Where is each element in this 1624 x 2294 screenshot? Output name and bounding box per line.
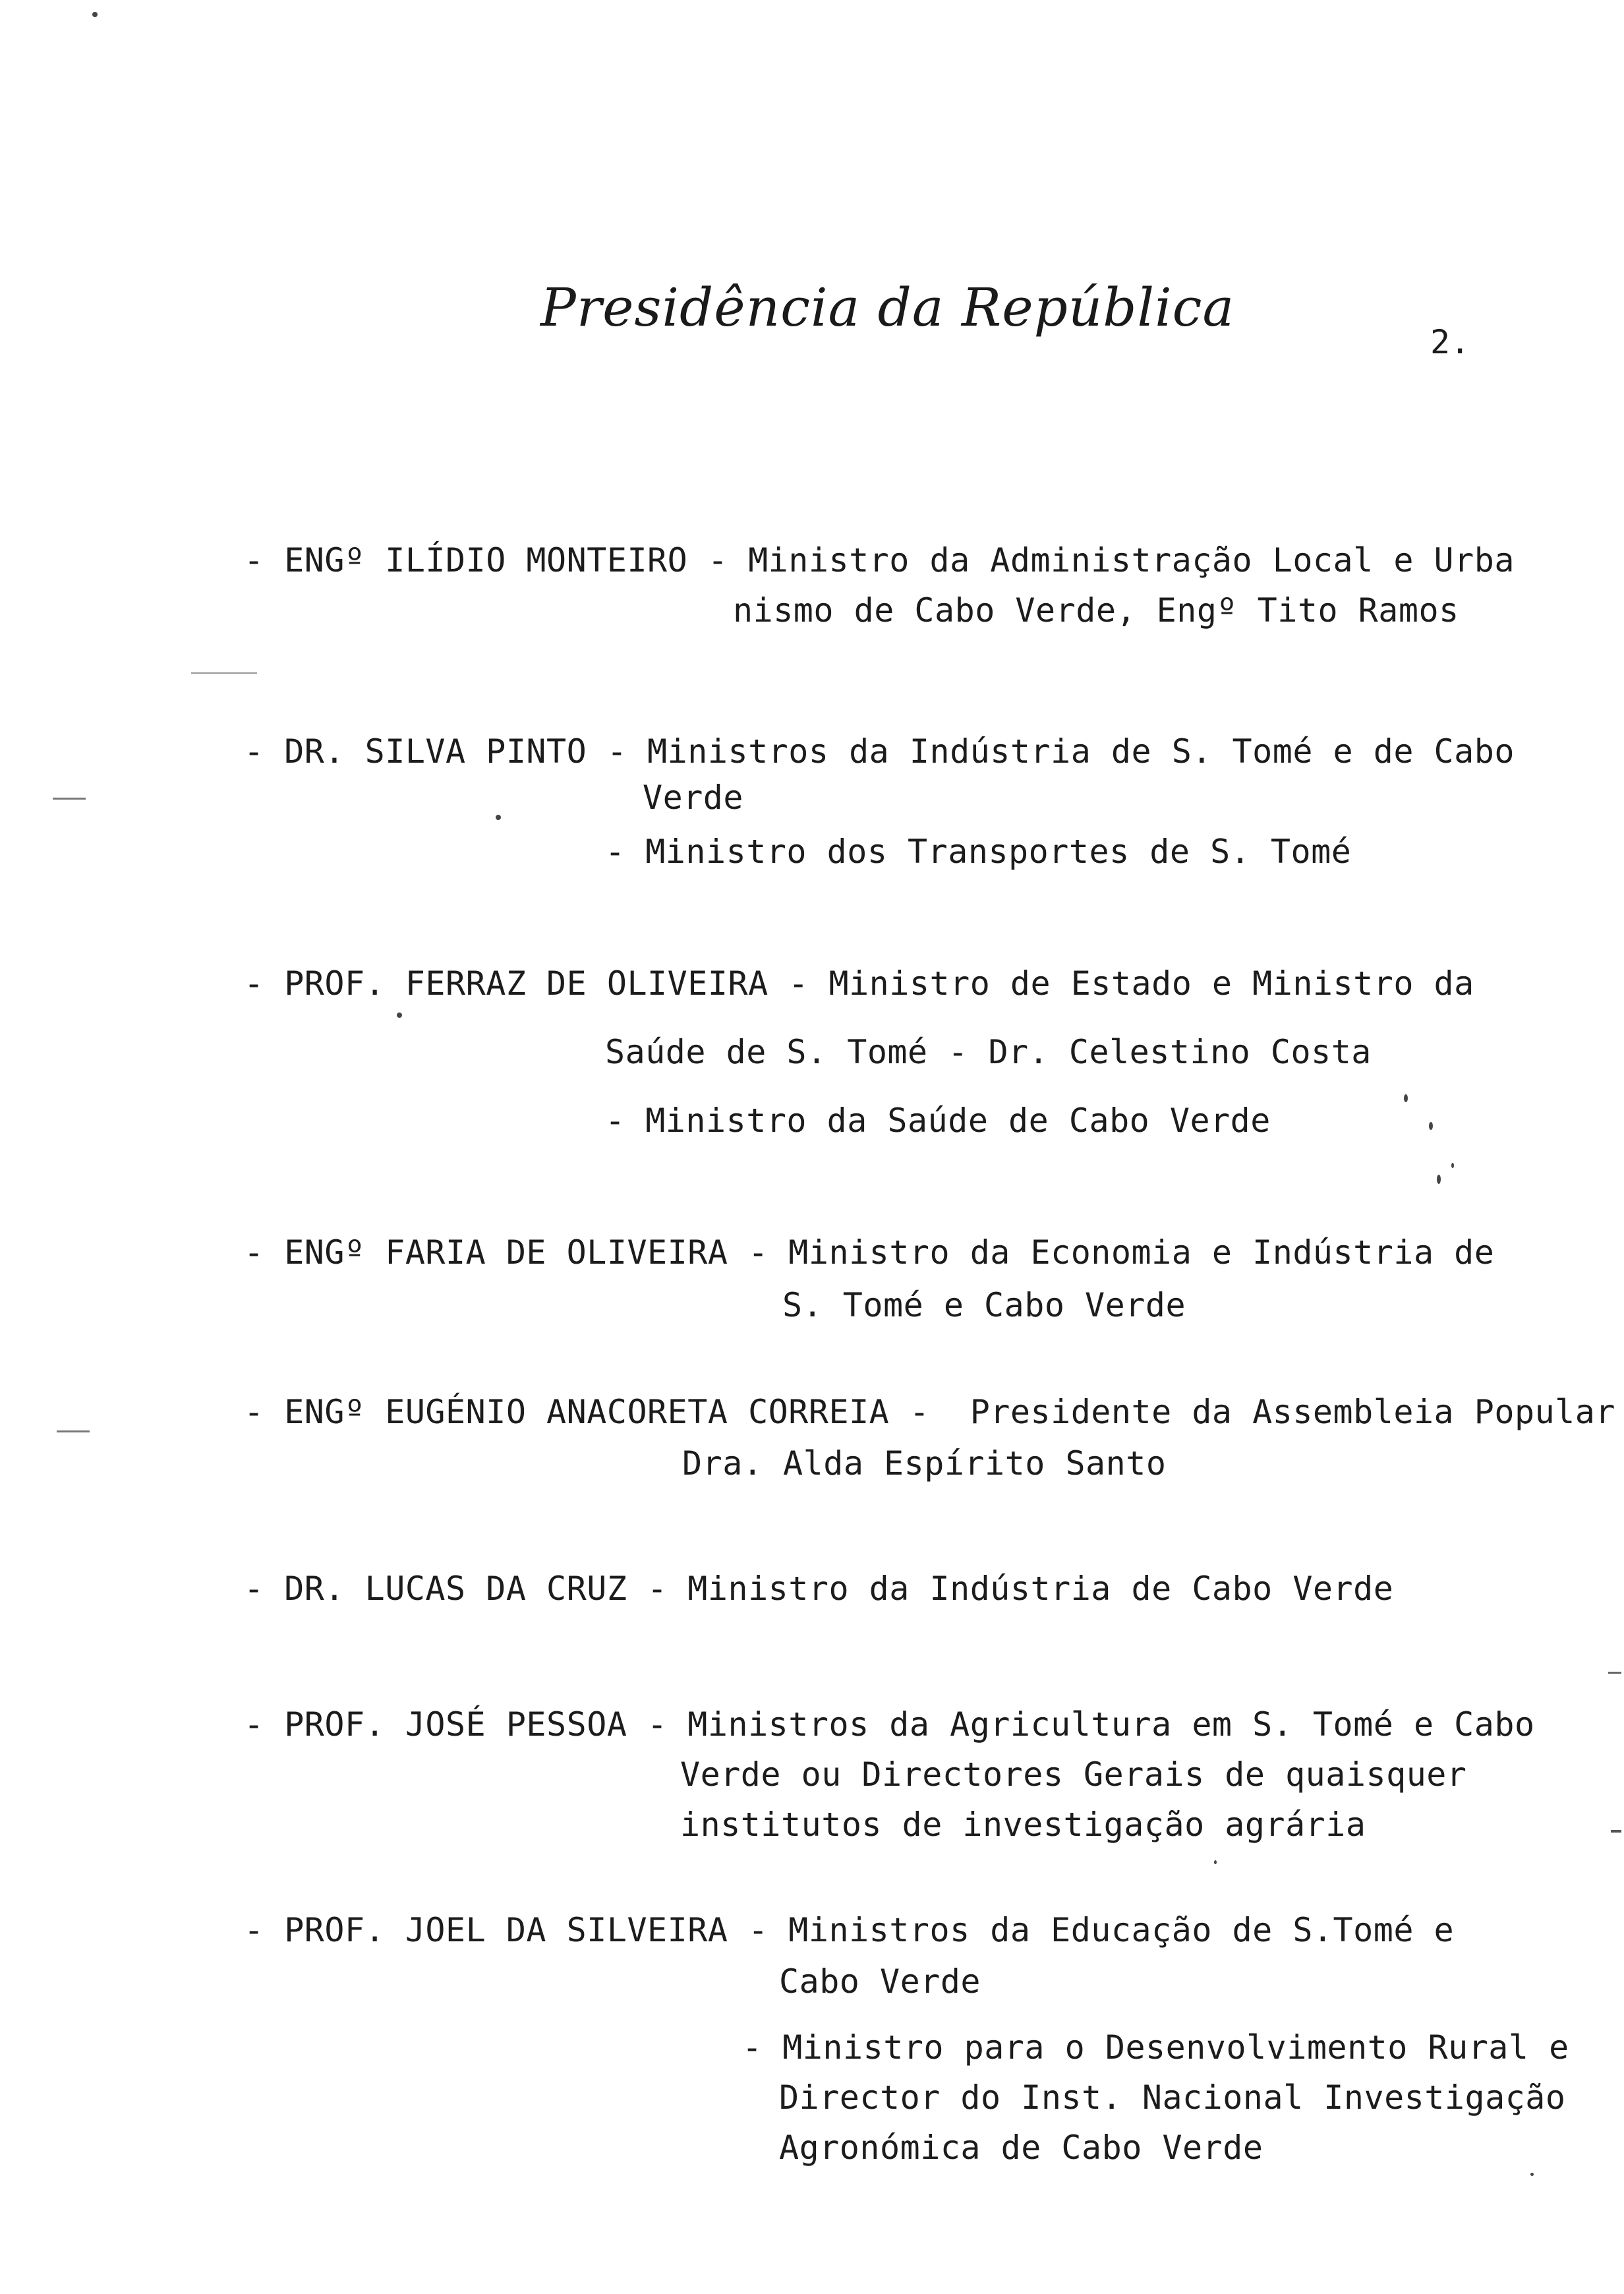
scan-speck [1608,1672,1621,1674]
entry-continuation: nismo de Cabo Verde, Engº Tito Ramos [733,591,1459,630]
entry-name-line: - ENGº EUGÉNIO ANACORETA CORREIA - Presidente da Assembleia Popular [244,1393,1615,1431]
scan-speck [57,1430,90,1432]
scan-speck [1437,1175,1441,1184]
entry-continuation: S. Tomé e Cabo Verde [782,1286,1186,1324]
scan-speck [397,1013,402,1018]
entry-name-line: - DR. SILVA PINTO - Ministros da Indústria de S. Tomé e de Cabo [244,732,1515,771]
entry-continuation: Saúde de S. Tomé - Dr. Celestino Costa [605,1033,1372,1071]
entry-name-line: - ENGº FARIA DE OLIVEIRA - Ministro da Economia e Indústria de [244,1233,1495,1272]
entry-continuation: - Ministro para o Desenvolvimento Rural e [742,2028,1569,2067]
entry-continuation: Verde ou Directores Gerais de quaisquer [680,1755,1467,1794]
entry-name-line: - PROF. FERRAZ DE OLIVEIRA - Ministro de Estado e Ministro da [244,964,1474,1003]
page-number: 2. [1430,323,1470,361]
scan-speck [1451,1163,1454,1168]
entry-continuation: - Ministro dos Transportes de S. Tomé [605,833,1352,871]
scan-speck [191,672,257,674]
scan-speck [1530,2173,1534,2176]
entry-name-line: - ENGº ILÍDIO MONTEIRO - Ministro da Administração Local e Urba [244,541,1515,579]
entry-name-line: - DR. LUCAS DA CRUZ - Ministro da Indústria de Cabo Verde [244,1570,1394,1608]
entry-name-line: - PROF. JOSÉ PESSOA - Ministros da Agricultura em S. Tomé e Cabo [244,1705,1535,1744]
entry-continuation: Director do Inst. Nacional Investigação [779,2078,1566,2117]
scan-speck [92,12,98,17]
entry-continuation: Dra. Alda Espírito Santo [682,1444,1167,1483]
entry-continuation: - Ministro da Saúde de Cabo Verde [605,1102,1271,1140]
scan-speck [496,815,501,820]
scan-speck [1611,1830,1621,1833]
scan-speck [1214,1860,1217,1864]
entry-continuation: Verde [643,779,744,817]
entry-continuation: institutos de investigação agrária [680,1806,1366,1844]
entry-continuation: Cabo Verde [779,1962,981,2001]
scan-speck [1429,1122,1433,1130]
letterhead: Presidência da República [540,277,1235,338]
scan-speck [53,798,86,800]
scan-speck [1404,1094,1408,1102]
entry-name-line: - PROF. JOEL DA SILVEIRA - Ministros da Educação de S.Tomé e [244,1911,1455,1949]
entry-continuation: Agronómica de Cabo Verde [779,2129,1263,2167]
